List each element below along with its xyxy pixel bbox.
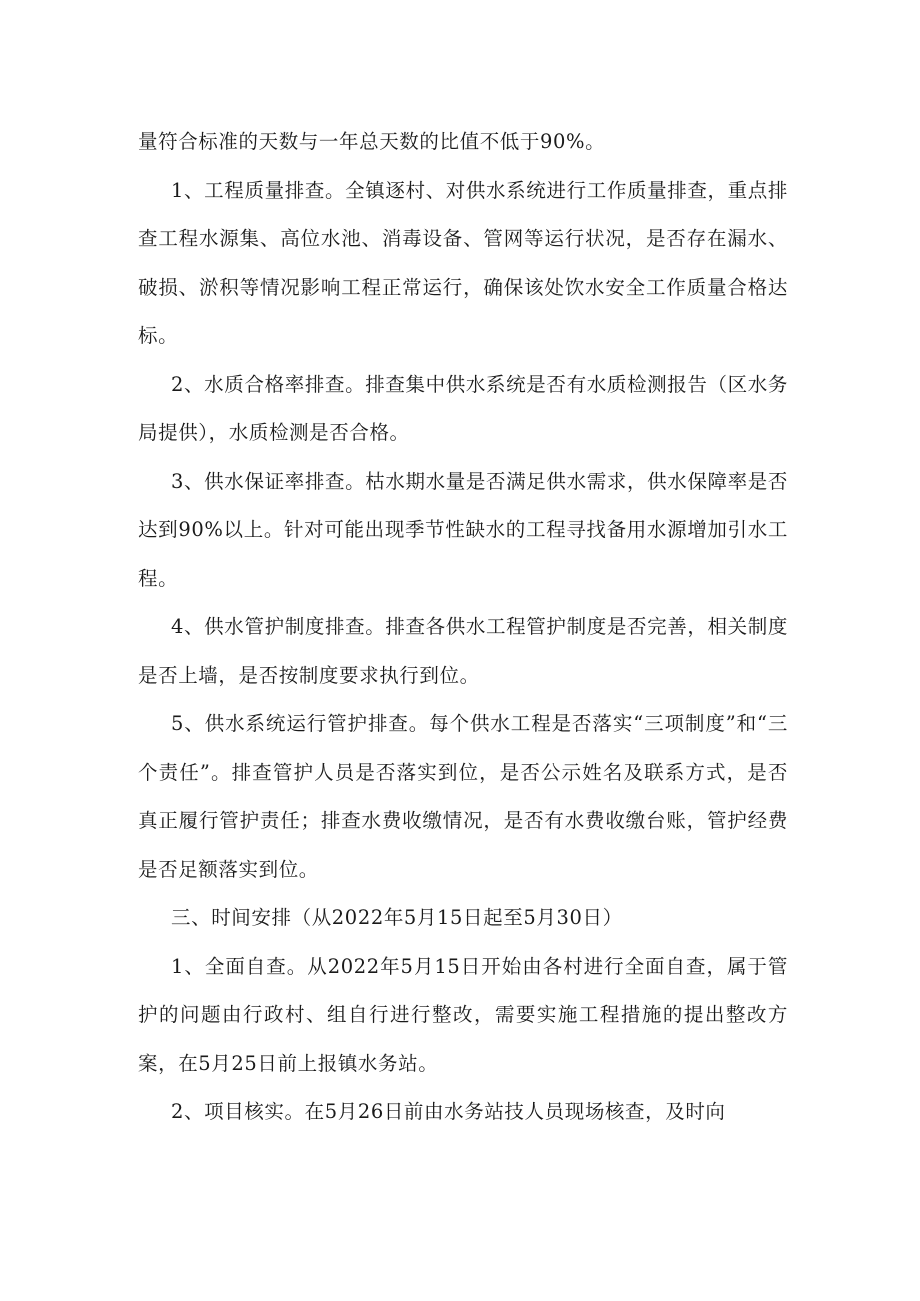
paragraph-operation-management: 5、供水系统运行管护排查。每个供水工程是否落实“三项制度”和“三个责任”。排查管护人员是否落实到位，是否公示姓名及联系方式，是否真正履行管护责任；排查水费收缴情况，是否有水费收缴台账，管护经费是否足额落实到位。 bbox=[138, 712, 788, 881]
paragraph-continuation: 量符合标准的天数与一年总天数的比值不低于90%。 bbox=[138, 130, 606, 153]
paragraph-engineering-quality: 1、工程质量排查。全镇逐村、对供水系统进行工作质量排查，重点排查工程水源集、高位水池、消毒设备、管网等运行状况，是否存在漏水、破损、淤积等情况影响工程正常运行，确保该处饮水安全工作质量合格达标。 bbox=[138, 178, 788, 347]
paragraph-management-system: 4、供水管护制度排查。排查各供水工程管护制度是否完善，相关制度是否上墙，是否按制度要求执行到位。 bbox=[138, 615, 788, 687]
document-body bbox=[138, 118, 788, 1137]
section-heading-schedule: 三、时间安排（从2022年5月15日起至5月30日） bbox=[171, 906, 623, 929]
paragraph-project-verification: 2、项目核实。在5月26日前由水务站技人员现场核查，及时向 bbox=[171, 1100, 726, 1123]
paragraph-water-quality: 2、水质合格率排查。排查集中供水系统是否有水质检测报告（区水务局提供），水质检测是否合格。 bbox=[138, 372, 788, 444]
paragraph-self-inspection: 1、全面自查。从2022年5月15日开始由各村进行全面自查，属于管护的问题由行政村、组自行进行整改，需要实施工程措施的提出整改方案，在5月25日前上报镇水务站。 bbox=[138, 954, 788, 1075]
paragraph-supply-guarantee: 3、供水保证率排查。枯水期水量是否满足供水需求，供水保障率是否达到90%以上。针对可能出现季节性缺水的工程寻找备用水源增加引水工程。 bbox=[138, 469, 788, 590]
